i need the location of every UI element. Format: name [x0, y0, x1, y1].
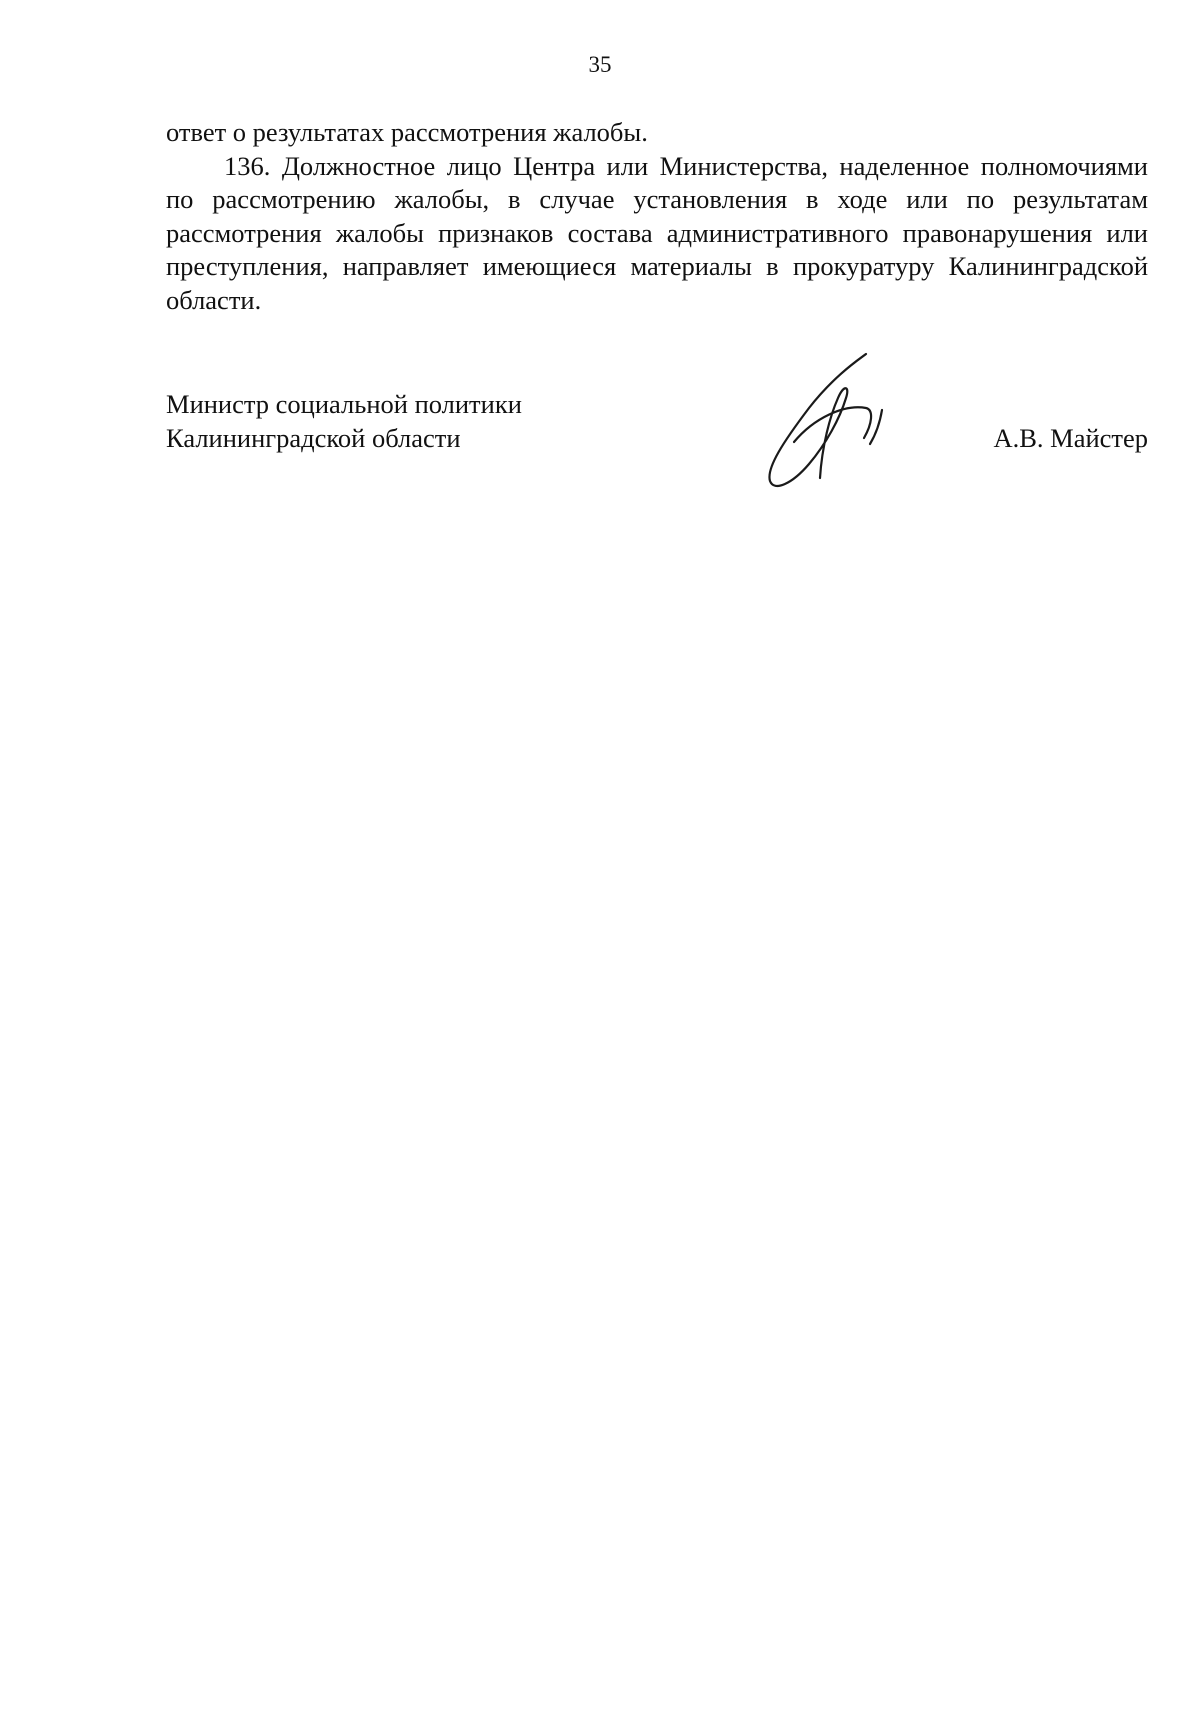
page-number: 35: [588, 52, 612, 77]
paragraph-continuation: ответ о результатах рассмотрения жалобы.: [166, 117, 648, 147]
signatory-title-line-2: Калининградской области: [166, 422, 461, 453]
signatory-title-line-1: Министр социальной политики: [166, 389, 522, 419]
signature-block: [166, 388, 1148, 498]
signatory-name: А.В. Майстер: [993, 423, 1148, 453]
signatory-title: [166, 388, 522, 455]
handwritten-signature: [754, 346, 904, 496]
body-text: [166, 116, 1148, 317]
paragraph-136: 136. Должностное лицо Центра или Министерства, наделенное полномочиями по рассмотрению жалобы, в случае установления в ходе или по результатам рассмотрения жалобы признаков состава административного правонарушения или преступления, направляет имеющиеся материалы в прокуратуру Калининградской области.: [166, 150, 1148, 315]
